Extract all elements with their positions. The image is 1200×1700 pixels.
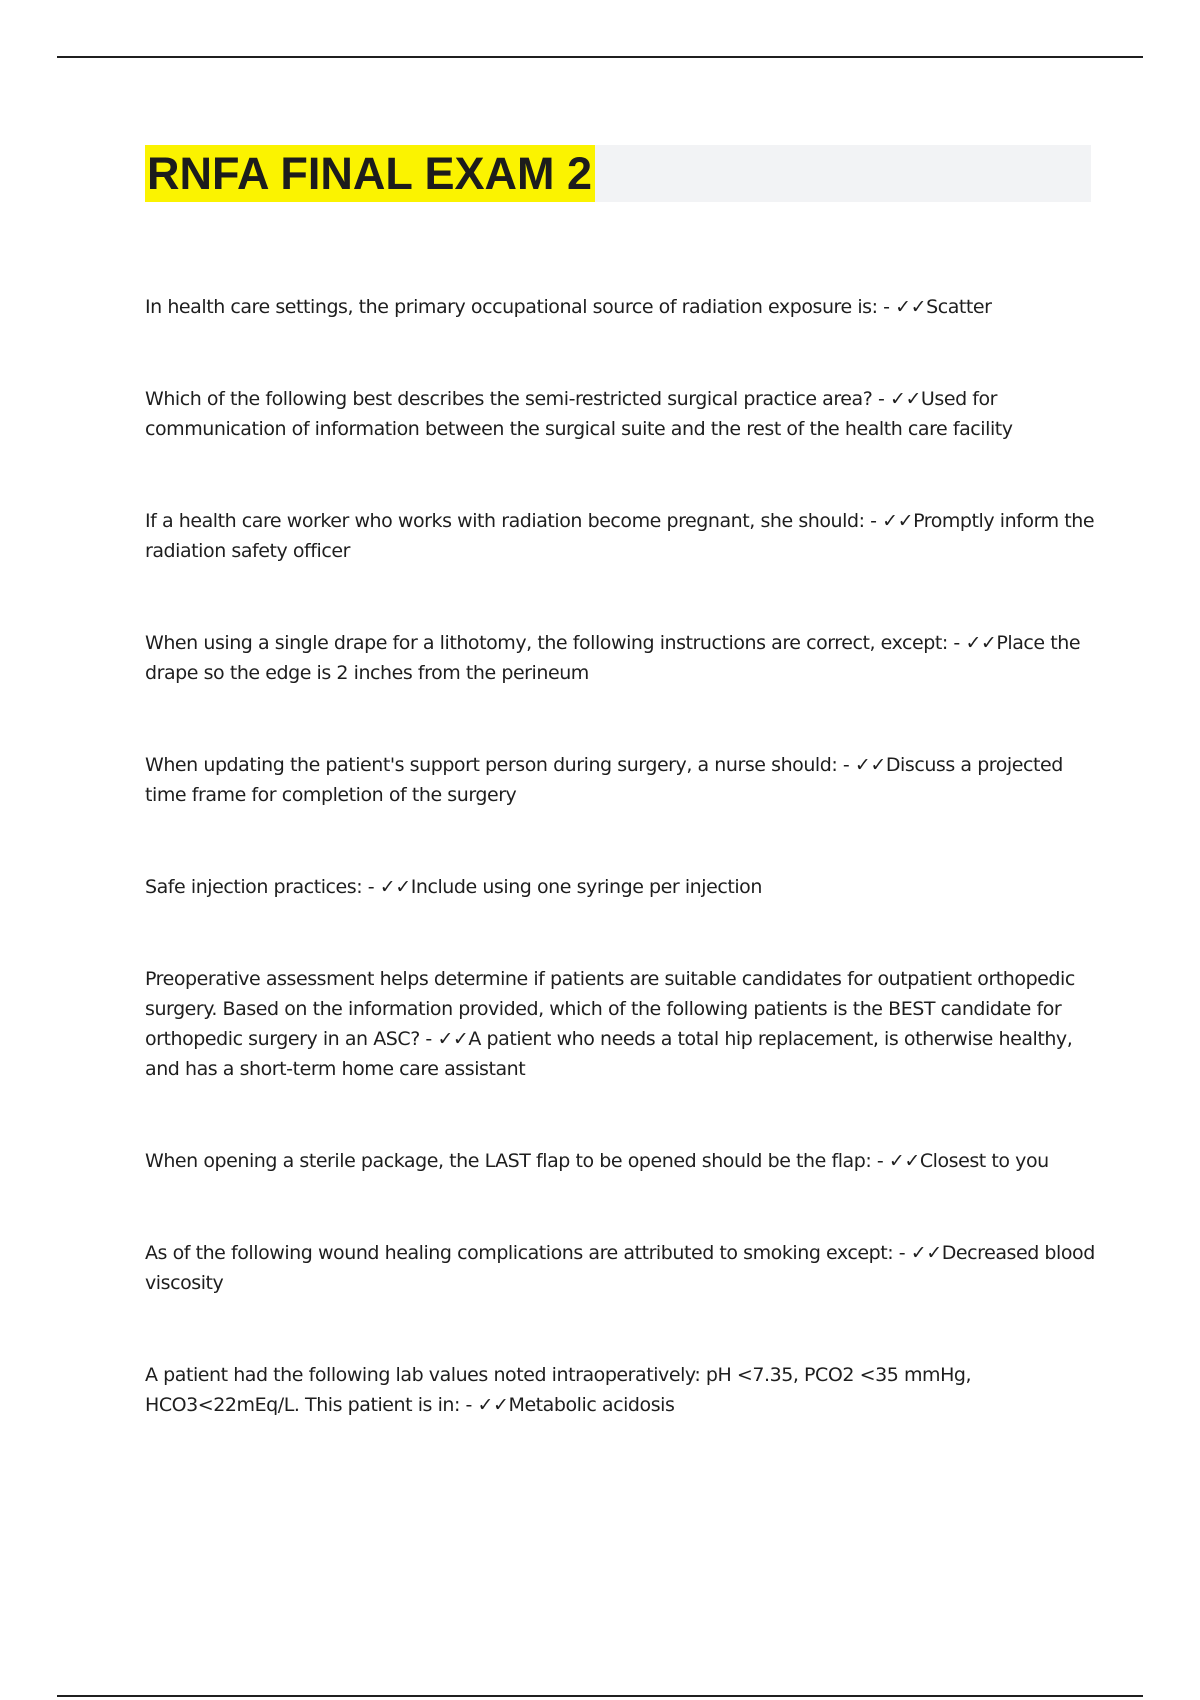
- answer-text: Used for communication of information between the surgical suite and the rest of the health care facility: [145, 388, 1013, 440]
- answer-text: Discuss a projected time frame for completion of the surgery: [145, 754, 1063, 806]
- check-icon: ✓✓: [888, 1150, 920, 1172]
- qa-item: [145, 506, 1095, 566]
- qa-item: [145, 872, 1095, 902]
- answer-text: Include using one syringe per injection: [410, 876, 762, 898]
- check-icon: ✓✓: [882, 510, 914, 532]
- check-icon: ✓✓: [854, 754, 886, 776]
- answer-text: Decreased blood viscosity: [145, 1242, 1095, 1294]
- answer-text: Place the drape so the edge is 2 inches from the perineum: [145, 632, 1081, 684]
- question-text: As of the following wound healing complications are attributed to smoking except:: [145, 1242, 894, 1264]
- separator: -: [893, 1242, 911, 1264]
- question-text: Preoperative assessment helps determine if patients are suitable candidates for outpatient orthopedic surgery. Based on the information provided, which of the following patients is the BEST candidate for orthopedic surgery in an ASC?: [145, 968, 1075, 1050]
- check-icon: ✓✓: [965, 632, 997, 654]
- answer-text: Scatter: [926, 296, 992, 318]
- qa-item: [145, 384, 1095, 444]
- answer-text: Metabolic acidosis: [508, 1394, 675, 1416]
- separator: -: [872, 388, 890, 410]
- qa-list: [145, 292, 1095, 1420]
- question-text: A patient had the following lab values noted intraoperatively: pH <7.35, PCO2 <35 mmHg, HCO3<22mEq/L. This patient is in:: [145, 1364, 972, 1416]
- qa-item: [145, 1238, 1095, 1298]
- answer-text: A patient who needs a total hip replacement, is otherwise healthy, and has a short-term home care assistant: [145, 1028, 1073, 1080]
- question-text: When opening a sterile package, the LAST flap to be opened should be the flap:: [145, 1150, 872, 1172]
- check-icon: ✓✓: [889, 388, 921, 410]
- qa-item: [145, 292, 1095, 322]
- separator: -: [864, 510, 883, 532]
- separator: -: [362, 876, 380, 898]
- separator: -: [947, 632, 966, 654]
- separator: -: [877, 296, 896, 318]
- check-icon: ✓✓: [477, 1394, 509, 1416]
- qa-item: [145, 1146, 1095, 1176]
- bottom-rule: [57, 1695, 1143, 1697]
- question-text: When updating the patient's support person during surgery, a nurse should:: [145, 754, 838, 776]
- check-icon: ✓✓: [895, 296, 927, 318]
- separator: -: [871, 1150, 889, 1172]
- qa-item: [145, 964, 1095, 1084]
- top-rule: [57, 56, 1143, 58]
- question-text: Which of the following best describes the semi-restricted surgical practice area?: [145, 388, 873, 410]
- question-text: If a health care worker who works with radiation become pregnant, she should:: [145, 510, 865, 532]
- qa-item: [145, 750, 1095, 810]
- answer-text: Closest to you: [919, 1150, 1049, 1172]
- answer-text: Promptly inform the radiation safety officer: [145, 510, 1095, 562]
- check-icon: ✓✓: [437, 1028, 469, 1050]
- document-title: RNFA FINAL EXAM 2: [145, 145, 595, 202]
- question-text: When using a single drape for a lithotomy, the following instructions are correct, except:: [145, 632, 948, 654]
- qa-item: [145, 628, 1095, 688]
- check-icon: ✓✓: [910, 1242, 942, 1264]
- separator: -: [419, 1028, 438, 1050]
- question-text: Safe injection practices:: [145, 876, 363, 898]
- separator: -: [837, 754, 855, 776]
- qa-item: [145, 1360, 1095, 1420]
- question-text: In health care settings, the primary occupational source of radiation exposure is:: [145, 296, 878, 318]
- check-icon: ✓✓: [379, 876, 411, 898]
- separator: -: [459, 1394, 478, 1416]
